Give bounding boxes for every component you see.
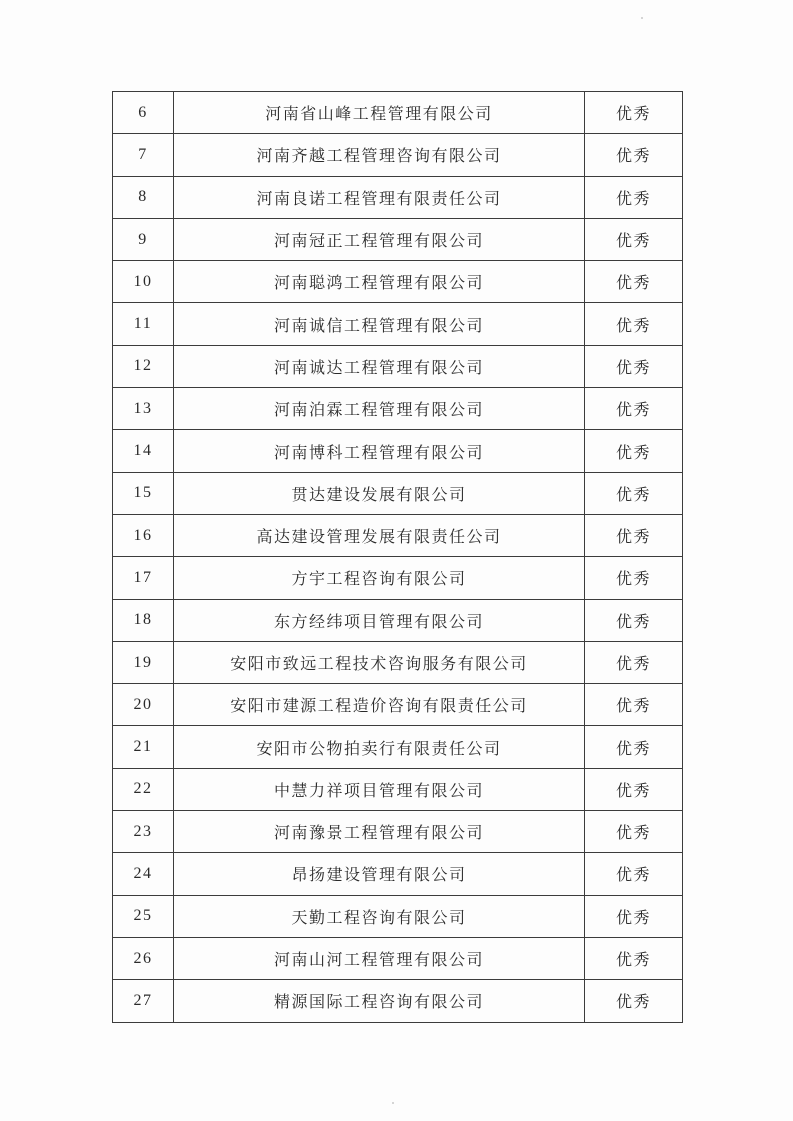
company-name-cell: 河南良诺工程管理有限责任公司 (174, 176, 585, 218)
grade-cell: 优秀 (585, 514, 683, 556)
row-number-cell: 19 (113, 641, 174, 683)
company-name-cell: 天勤工程咨询有限公司 (174, 895, 585, 937)
row-number-cell: 14 (113, 430, 174, 472)
company-name-cell: 方宇工程咨询有限公司 (174, 557, 585, 599)
grade-cell: 优秀 (585, 92, 683, 134)
company-name-cell: 河南诚信工程管理有限公司 (174, 303, 585, 345)
company-name-cell: 贯达建设发展有限公司 (174, 472, 585, 514)
grade-cell: 优秀 (585, 472, 683, 514)
grade-cell: 优秀 (585, 430, 683, 472)
company-name-cell: 河南泊霖工程管理有限公司 (174, 388, 585, 430)
grade-cell: 优秀 (585, 726, 683, 768)
grade-cell: 优秀 (585, 388, 683, 430)
grade-cell: 优秀 (585, 134, 683, 176)
grade-cell: 优秀 (585, 176, 683, 218)
row-number-cell: 6 (113, 92, 174, 134)
company-name-cell: 安阳市建源工程造价咨询有限责任公司 (174, 684, 585, 726)
company-name-cell: 精源国际工程咨询有限公司 (174, 980, 585, 1022)
table-row (113, 303, 683, 345)
row-number-cell: 26 (113, 937, 174, 979)
company-rating-table (112, 91, 683, 1023)
grade-cell: 优秀 (585, 345, 683, 387)
row-number-cell: 17 (113, 557, 174, 599)
table-row (113, 599, 683, 641)
grade-cell: 优秀 (585, 641, 683, 683)
grade-cell: 优秀 (585, 218, 683, 260)
grade-cell: 优秀 (585, 980, 683, 1022)
company-name-cell: 安阳市致远工程技术咨询服务有限公司 (174, 641, 585, 683)
grade-cell: 优秀 (585, 684, 683, 726)
grade-cell: 优秀 (585, 557, 683, 599)
table-row (113, 92, 683, 134)
grade-cell: 优秀 (585, 937, 683, 979)
grade-cell: 优秀 (585, 811, 683, 853)
table-row (113, 726, 683, 768)
row-number-cell: 13 (113, 388, 174, 430)
row-number-cell: 15 (113, 472, 174, 514)
company-name-cell: 河南冠正工程管理有限公司 (174, 218, 585, 260)
grade-cell: 优秀 (585, 895, 683, 937)
table-row (113, 218, 683, 260)
row-number-cell: 12 (113, 345, 174, 387)
table-row (113, 768, 683, 810)
table-row (113, 853, 683, 895)
row-number-cell: 9 (113, 218, 174, 260)
row-number-cell: 11 (113, 303, 174, 345)
row-number-cell: 24 (113, 853, 174, 895)
row-number-cell: 8 (113, 176, 174, 218)
table-row (113, 176, 683, 218)
table-row (113, 345, 683, 387)
table-row (113, 472, 683, 514)
company-name-cell: 河南博科工程管理有限公司 (174, 430, 585, 472)
row-number-cell: 22 (113, 768, 174, 810)
row-number-cell: 18 (113, 599, 174, 641)
table-row (113, 684, 683, 726)
row-number-cell: 21 (113, 726, 174, 768)
company-name-cell: 河南豫景工程管理有限公司 (174, 811, 585, 853)
grade-cell: 优秀 (585, 853, 683, 895)
table-row (113, 134, 683, 176)
row-number-cell: 27 (113, 980, 174, 1022)
row-number-cell: 20 (113, 684, 174, 726)
grade-cell: 优秀 (585, 303, 683, 345)
row-number-cell: 16 (113, 514, 174, 556)
table-row (113, 895, 683, 937)
company-name-cell: 河南齐越工程管理咨询有限公司 (174, 134, 585, 176)
grade-cell: 优秀 (585, 261, 683, 303)
table-row (113, 388, 683, 430)
table-row (113, 261, 683, 303)
grade-cell: 优秀 (585, 599, 683, 641)
row-number-cell: 23 (113, 811, 174, 853)
company-name-cell: 河南山河工程管理有限公司 (174, 937, 585, 979)
company-name-cell: 高达建设管理发展有限责任公司 (174, 514, 585, 556)
table-row (113, 557, 683, 599)
table-row (113, 937, 683, 979)
company-name-cell: 河南聪鸿工程管理有限公司 (174, 261, 585, 303)
row-number-cell: 25 (113, 895, 174, 937)
scan-speck (392, 1102, 394, 1104)
row-number-cell: 7 (113, 134, 174, 176)
table-row (113, 514, 683, 556)
grade-cell: 优秀 (585, 768, 683, 810)
company-name-cell: 昂扬建设管理有限公司 (174, 853, 585, 895)
company-name-cell: 东方经纬项目管理有限公司 (174, 599, 585, 641)
table-row (113, 811, 683, 853)
table-row (113, 980, 683, 1022)
company-name-cell: 河南省山峰工程管理有限公司 (174, 92, 585, 134)
table-row (113, 641, 683, 683)
company-name-cell: 河南诚达工程管理有限公司 (174, 345, 585, 387)
company-name-cell: 安阳市公物拍卖行有限责任公司 (174, 726, 585, 768)
table-body (113, 92, 683, 1023)
scan-speck (641, 17, 643, 19)
row-number-cell: 10 (113, 261, 174, 303)
table-row (113, 430, 683, 472)
company-name-cell: 中慧力祥项目管理有限公司 (174, 768, 585, 810)
